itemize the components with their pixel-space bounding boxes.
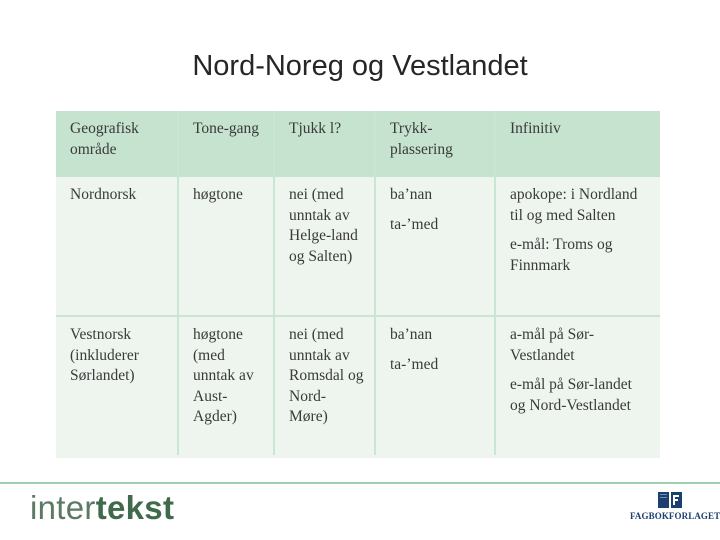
- cell-line: e-mål: Troms og Finnmark: [510, 236, 613, 274]
- header-cell: Tjukk l?: [274, 111, 375, 177]
- table-cell: [375, 316, 495, 455]
- publisher-logo: [630, 490, 720, 521]
- cell-line: ba’nan: [390, 186, 433, 203]
- book-icon: [657, 490, 683, 510]
- cell-line: ba’nan: [390, 326, 433, 343]
- publisher-name: FAGBOKFORLAGET: [630, 511, 720, 521]
- cell-line: ta-’med: [390, 355, 439, 373]
- table-cell: nei (med unntak av Helge-land og Salten): [274, 177, 375, 316]
- table-cell: [495, 177, 660, 316]
- table-row: [56, 177, 660, 316]
- table-row: [56, 316, 660, 455]
- footer-divider: [0, 482, 720, 484]
- table-cell: Nordnorsk: [56, 177, 178, 316]
- cell-line: apokope: i Nordland til og med Salten: [510, 186, 638, 224]
- table-cell: [375, 177, 495, 316]
- dialect-table: [56, 111, 660, 458]
- intertekst-logo: [30, 489, 174, 527]
- table-header-row: [56, 111, 660, 177]
- header-cell: Trykk-plassering: [375, 111, 495, 177]
- logo-light-text: inter: [30, 489, 96, 526]
- cell-line: a-mål på Sør-Vestlandet: [510, 326, 595, 364]
- cell-line: e-mål på Sør-landet og Nord-Vestlandet: [510, 376, 632, 414]
- header-cell: Infinitiv: [495, 111, 660, 177]
- table-cell: [495, 316, 660, 455]
- table-cell: høgtone: [178, 177, 274, 316]
- header-cell: Geografisk område: [56, 111, 178, 177]
- header-cell: Tone-gang: [178, 111, 274, 177]
- logo-bold-text: tekst: [95, 489, 175, 526]
- table-cell: høgtone (med unntak av Aust-Agder): [178, 316, 274, 455]
- slide-title: Nord-Noreg og Vestlandet: [192, 50, 528, 82]
- cell-line: ta-’med: [390, 215, 439, 233]
- table-cell: Vestnorsk (inkluderer Sørlandet): [56, 316, 178, 455]
- table-cell: nei (med unntak av Romsdal og Nord-Møre): [274, 316, 375, 455]
